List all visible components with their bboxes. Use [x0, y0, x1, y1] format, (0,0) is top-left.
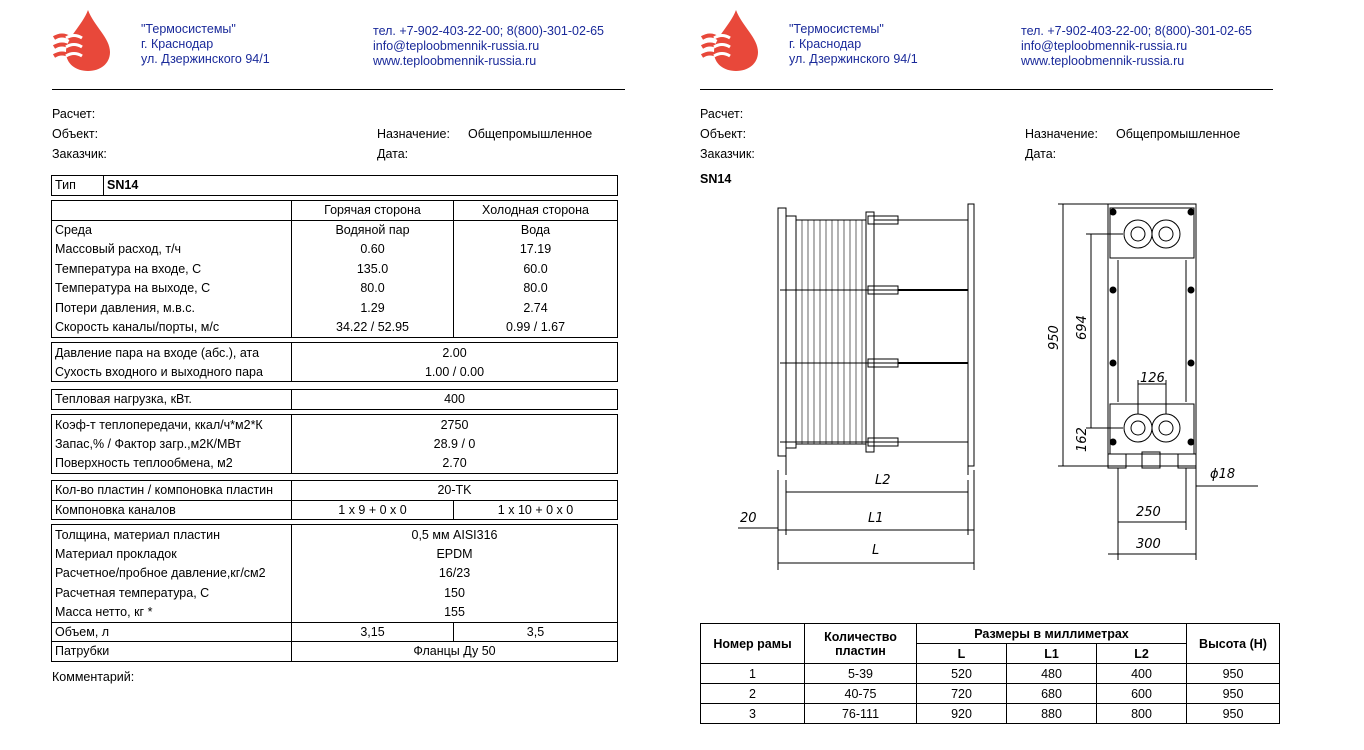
table-row: Масса нетто, кг * 155 [52, 603, 618, 623]
contacts-block [1021, 24, 1252, 69]
company-block [789, 22, 918, 67]
purpose-value: Общепромышленное [1116, 127, 1241, 141]
company-name: "Термосистемы" [141, 22, 236, 36]
frame-header: Номер рамы [701, 624, 805, 664]
cold-side-header: Холодная сторона [454, 201, 618, 221]
table-row: Массовый расход, т/ч 0.60 17.19 [52, 240, 618, 260]
website-link[interactable]: www.teploobmennik-russia.ru [1021, 54, 1185, 68]
phone: тел. +7-902-403-22-00; 8(800)-301-02-65 [1021, 24, 1253, 38]
table-row: Поверхность теплообмена, м2 2.70 [52, 454, 618, 474]
table-row: Объем, л 3,15 3,5 [52, 622, 618, 642]
company-logo-icon [52, 8, 112, 72]
date-label: Дата: [1025, 147, 1057, 161]
table-row: Патрубки Фланцы Ду 50 [52, 642, 618, 662]
email-link[interactable]: info@teploobmennik-russia.ru [373, 39, 540, 53]
table-row: Кол-во пластин / компоновка пластин 20-TK [52, 481, 618, 501]
height-header: Высота (Н) [1187, 624, 1280, 664]
company-city: г. Краснодар [789, 37, 862, 51]
calc-label: Расчет: [700, 107, 744, 121]
type-value: SN14 [104, 176, 618, 196]
customer-label: Заказчик: [52, 147, 107, 161]
table-row: Расчетная температура, С 150 [52, 583, 618, 603]
table-row: Запас,% / Фактор загр.,м2К/МВт 28.9 / 0 [52, 434, 618, 454]
table-row: Скорость каналы/порты, м/с 34.22 / 52.95 0.99 / 1.67 [52, 318, 618, 338]
date-label: Дата: [377, 147, 409, 161]
dimensions-table: Номер рамы Количество пластин Размеры в миллиметрах Высота (Н) L L1 L2 1 5-39 520 480 400 950 2 40-75 720 680 600 950 3 76-111 920 880 800 950 [700, 623, 1280, 724]
table-row: Температура на входе, С 135.0 60.0 [52, 259, 618, 279]
table-row: 3 76-111 920 880 800 950 [701, 704, 1280, 724]
params-table [51, 200, 618, 338]
table-row: Расчетное/пробное давление,кг/см2 16/23 [52, 564, 618, 584]
table-row: Потери давления, м.в.с. 1.29 2.74 [52, 298, 618, 318]
heat-load-table [51, 389, 618, 410]
object-label: Объект: [52, 127, 99, 141]
header-divider [700, 89, 1273, 90]
company-logo-icon [700, 8, 760, 72]
dim-300: 300 [1136, 537, 1161, 552]
table-row: Давление пара на входе (абс.), ата 2.00 [52, 343, 618, 363]
contacts-block [373, 24, 604, 69]
dim-L2: L2 [875, 473, 891, 488]
table-row: 1 5-39 520 480 400 950 [701, 664, 1280, 684]
dim-950: 950 [1047, 325, 1062, 350]
sizes-header: Размеры в миллиметрах [917, 624, 1187, 644]
calc-label: Расчет: [52, 107, 96, 121]
drawing-page [648, 0, 1330, 750]
customer-label: Заказчик: [700, 147, 755, 161]
header-divider [52, 89, 625, 90]
dim-L: L [872, 543, 880, 558]
dim-phi18: ϕ18 [1210, 467, 1236, 482]
transfer-table [51, 414, 618, 474]
phone: тел. +7-902-403-22-00; 8(800)-301-02-65 [373, 24, 605, 38]
table-row: Материал прокладок EPDM [52, 544, 618, 564]
meta-block [700, 104, 1280, 164]
website-link[interactable]: www.teploobmennik-russia.ru [373, 54, 537, 68]
heat-exchanger-drawing [718, 190, 1258, 580]
type-label: Тип [55, 178, 76, 193]
hot-side-header: Горячая сторона [292, 201, 454, 221]
company-city: г. Краснодар [141, 37, 214, 51]
table-row: Тепловая нагрузка, кВт. 400 [52, 390, 618, 410]
table-row: Среда Водяной пар Вода [52, 220, 618, 240]
company-address: ул. Дзержинского 94/1 [789, 52, 918, 66]
table-row: Коэф-т теплопередачи, ккал/ч*м2*К 2750 [52, 415, 618, 435]
purpose-label: Назначение: [1025, 127, 1098, 141]
company-address: ул. Дзержинского 94/1 [141, 52, 270, 66]
plates-table [51, 480, 618, 520]
table-row: 2 40-75 720 680 600 950 [701, 684, 1280, 704]
purpose-label: Назначение: [377, 127, 450, 141]
steam-table [51, 342, 618, 382]
drawing-model: SN14 [700, 172, 732, 186]
dim-250: 250 [1136, 505, 1161, 520]
type-table [51, 175, 618, 196]
table-row: Компоновка каналов 1 x 9 + 0 x 0 1 x 10 + 0 x 0 [52, 500, 618, 520]
dim-162: 162 [1075, 427, 1090, 452]
materials-table [51, 524, 618, 662]
table-row: Сухость входного и выходного пара 1.00 / 0.00 [52, 362, 618, 382]
meta-block [52, 104, 632, 164]
purpose-value: Общепромышленное [468, 127, 593, 141]
email-link[interactable]: info@teploobmennik-russia.ru [1021, 39, 1188, 53]
dim-694: 694 [1075, 315, 1090, 340]
table-row: Толщина, материал пластин 0,5 мм AISI316 [52, 525, 618, 545]
object-label: Объект: [700, 127, 747, 141]
dim-20: 20 [740, 511, 757, 526]
company-name: "Термосистемы" [789, 22, 884, 36]
dim-L1: L1 [868, 511, 884, 526]
company-block [141, 22, 270, 67]
plates-header: Количество пластин [805, 624, 917, 664]
comment-label: Комментарий: [52, 670, 135, 684]
dim-126: 126 [1140, 371, 1165, 386]
table-row: Температура на выходе, С 80.0 80.0 [52, 279, 618, 299]
